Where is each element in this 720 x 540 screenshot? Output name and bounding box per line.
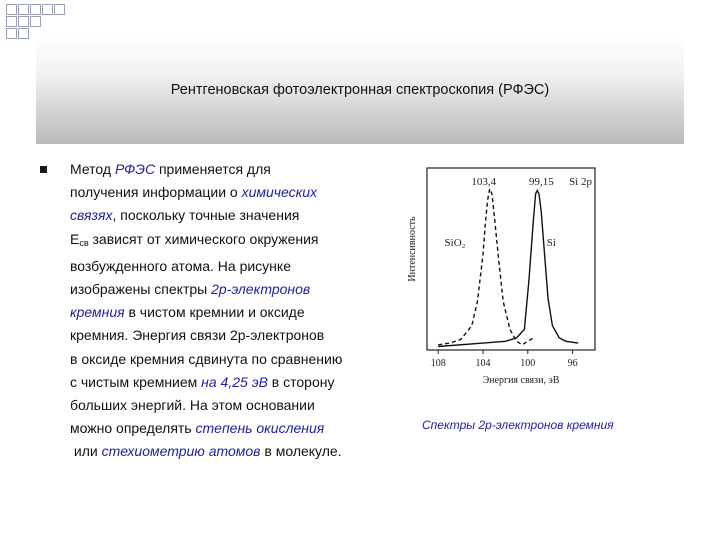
slide-title: Рентгеновская фотоэлектронная спектроскопия (РФЭС) <box>170 82 550 98</box>
x-tick-label-0: 108 <box>430 358 446 369</box>
decorative-squares <box>0 0 70 40</box>
chart-caption: Спектры 2р-электронов кремния <box>422 418 614 432</box>
peak-label-0: 103,4 <box>471 176 497 188</box>
series-label-1: Si <box>546 237 556 249</box>
x-axis-label: Энергия связи, эВ <box>482 375 560 386</box>
plot-frame <box>427 168 595 350</box>
x-tick-label-1: 104 <box>475 358 491 369</box>
x-tick-label-3: 96 <box>567 358 578 369</box>
xps-spectrum-chart <box>405 160 605 395</box>
title-band <box>36 38 684 144</box>
body-paragraph: Метод РФЭС применяется для получения информации о химических связях, поскольку точные значения $E_{св}$ зависят от химического окружения возбужденного атома. На рисунке изображены спектры 2р-электронов кремния в чистом кремнии и оксиде кремния. Энергия связи 2р-электронов в оксиде кремния сдвинута по сравнению с чистым кремнием на 4,25 эВ в сторону больших энергий. На этом основании можно определять степень окисления или стехиометрию атомов в молекуле. <box>70 161 343 460</box>
series-line-sio2 <box>438 189 533 345</box>
peak-label-1: 99,15 <box>528 176 554 188</box>
corner-label: Si 2p <box>569 176 592 188</box>
bullet-icon <box>40 166 47 173</box>
x-tick-label-2: 100 <box>520 358 536 369</box>
series-label-0: SiO₂ <box>444 237 466 249</box>
y-axis-label: Интенсивность <box>407 216 418 282</box>
